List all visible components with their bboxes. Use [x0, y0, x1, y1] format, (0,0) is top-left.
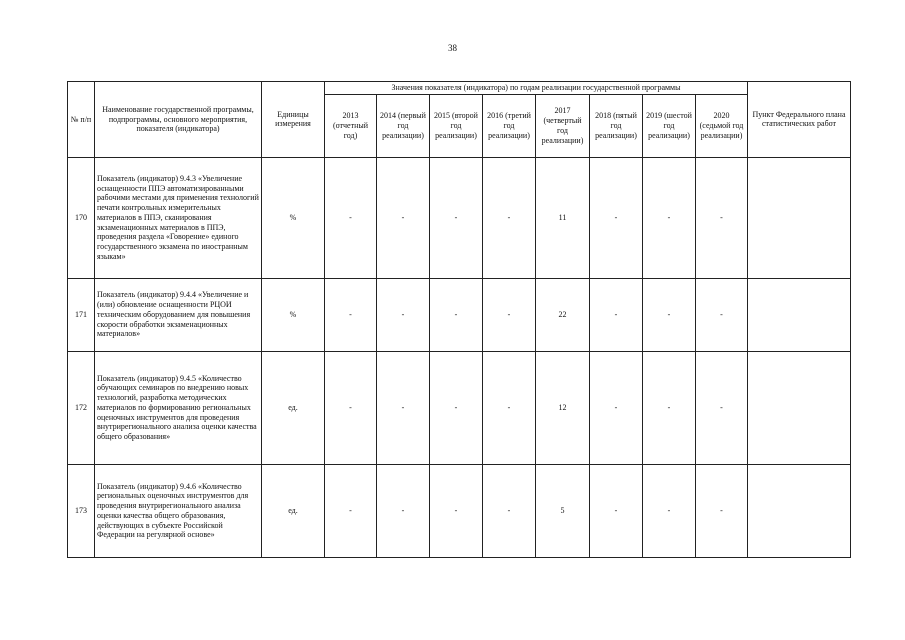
row-value-2018: -: [590, 278, 643, 351]
row-num: 172: [68, 351, 95, 464]
header-year-2014: 2014 (первый год реализации): [377, 94, 430, 157]
row-num: 170: [68, 157, 95, 278]
row-value-2020: -: [696, 157, 748, 278]
row-value-2016: -: [483, 278, 536, 351]
row-value-2019: -: [643, 351, 696, 464]
row-plan-item: [748, 278, 851, 351]
header-row: [68, 82, 851, 95]
header-year-2017: 2017 (четвертый год реализации): [536, 94, 590, 157]
row-value-2019: -: [643, 464, 696, 557]
row-value-2017: 12: [536, 351, 590, 464]
table-row: [68, 157, 851, 278]
header-plan-item: Пункт Федерального плана статистических работ: [748, 82, 851, 158]
header-year-2018: 2018 (пятый год реализации): [590, 94, 643, 157]
row-value-2015: -: [430, 278, 483, 351]
row-value-2013: -: [325, 464, 377, 557]
header-num: № п/п: [68, 82, 95, 158]
header-years-group: Значения показателя (индикатора) по годам реализации государственной программы: [325, 82, 748, 95]
row-value-2018: -: [590, 157, 643, 278]
row-value-2020: -: [696, 351, 748, 464]
header-year-2016: 2016 (третий год реализации): [483, 94, 536, 157]
table-row: [68, 278, 851, 351]
row-value-2013: -: [325, 157, 377, 278]
row-value-2020: -: [696, 464, 748, 557]
row-value-2020: -: [696, 278, 748, 351]
row-value-2019: -: [643, 278, 696, 351]
row-plan-item: [748, 464, 851, 557]
header-year-2013: 2013 (отчетный год): [325, 94, 377, 157]
row-value-2015: -: [430, 351, 483, 464]
header-name: Наименование государственной программы, подпрограммы, основного мероприятия, показателя (индикатора): [95, 82, 262, 158]
row-name: Показатель (индикатор) 9.4.5 «Количество обучающих семинаров по внедрению новых технологий, разработка методических материалов по формированию региональных оценочных инструментов для проведения внутрирегионального анализа оценки качества общего образования»: [95, 351, 262, 464]
row-value-2014: -: [377, 278, 430, 351]
row-value-2017: 11: [536, 157, 590, 278]
row-unit: ед.: [262, 351, 325, 464]
row-num: 171: [68, 278, 95, 351]
row-value-2018: -: [590, 464, 643, 557]
indicators-table: [67, 81, 851, 558]
row-value-2017: 22: [536, 278, 590, 351]
row-value-2015: -: [430, 157, 483, 278]
row-value-2013: -: [325, 278, 377, 351]
row-value-2019: -: [643, 157, 696, 278]
header-unit: Единицы измерения: [262, 82, 325, 158]
row-value-2016: -: [483, 157, 536, 278]
header-year-2019: 2019 (шестой год реализации): [643, 94, 696, 157]
row-plan-item: [748, 157, 851, 278]
table-row: [68, 464, 851, 557]
row-name: Показатель (индикатор) 9.4.3 «Увеличение оснащенности ППЭ автоматизированными рабочими местами для применения технологий печати контрольных измерительных материалов в ППЭ, сканирования экзаменационных материалов в ППЭ, проведения раздела «Говорение» единого государственного экзамена по иностранным языкам»: [95, 157, 262, 278]
row-value-2014: -: [377, 157, 430, 278]
row-value-2016: -: [483, 351, 536, 464]
row-value-2018: -: [590, 351, 643, 464]
row-value-2015: -: [430, 464, 483, 557]
header-year-2020: 2020 (седьмой год реализации): [696, 94, 748, 157]
row-name: Показатель (индикатор) 9.4.4 «Увеличение и (или) обновление оснащенности РЦОИ техническим оборудованием для повышения скорости обработки экзаменационных материалов»: [95, 278, 262, 351]
row-value-2017: 5: [536, 464, 590, 557]
row-unit: ед.: [262, 464, 325, 557]
row-value-2016: -: [483, 464, 536, 557]
table-row: [68, 351, 851, 464]
row-value-2014: -: [377, 351, 430, 464]
page-number: 38: [448, 43, 457, 53]
header-year-2015: 2015 (второй год реализации): [430, 94, 483, 157]
row-num: 173: [68, 464, 95, 557]
row-name: Показатель (индикатор) 9.4.6 «Количество региональных оценочных инструментов для проведения внутрирегионального анализа оценки качества общего образования, действующих в субъекте Российской Федерации на регулярной основе»: [95, 464, 262, 557]
row-unit: %: [262, 157, 325, 278]
row-unit: %: [262, 278, 325, 351]
row-value-2013: -: [325, 351, 377, 464]
row-value-2014: -: [377, 464, 430, 557]
row-plan-item: [748, 351, 851, 464]
